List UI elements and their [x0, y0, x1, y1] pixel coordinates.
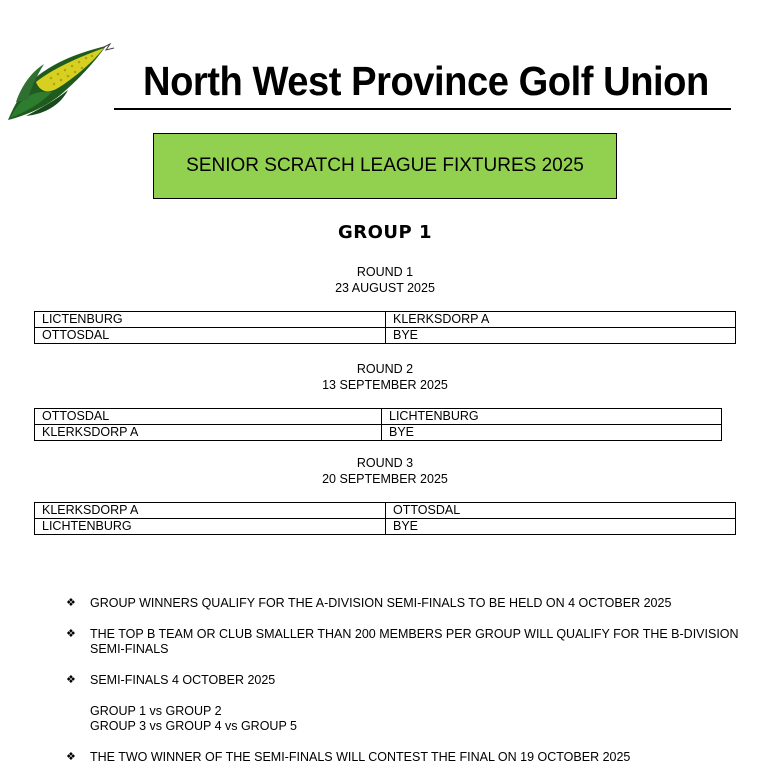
page-title: North West Province Golf Union [143, 58, 709, 104]
round-3-fixtures-table [34, 502, 736, 535]
table-row [35, 503, 736, 519]
round-1-fixtures-table [34, 311, 736, 344]
table-row [35, 409, 722, 425]
home-team: LICHTENBURG [35, 519, 386, 535]
away-team: LICHTENBURG [382, 409, 722, 425]
round-label: ROUND 3 [356, 456, 414, 470]
corn-cob-icon [6, 42, 116, 122]
diamond-bullet-icon: ❖ [66, 751, 76, 763]
diamond-bullet-icon: ❖ [66, 597, 76, 609]
round-label: ROUND 1 [356, 265, 414, 279]
home-team: OTTOSDAL [35, 328, 386, 344]
matchup-text: GROUP 1 vs GROUP 2 [90, 704, 222, 718]
diamond-bullet-icon: ❖ [66, 674, 76, 686]
note-text: GROUP WINNERS QUALIFY FOR THE A-DIVISION SEMI-FINALS TO BE HELD ON 4 OCTOBER 2025 [90, 596, 672, 610]
round-2-fixtures-table [34, 408, 722, 441]
round-date: 23 AUGUST 2025 [335, 281, 435, 295]
table-row [35, 425, 722, 441]
table-row [35, 328, 736, 344]
home-team: KLERKSDORP A [35, 425, 382, 441]
round-3-header [0, 455, 759, 487]
away-team: BYE [386, 519, 736, 535]
table-row [35, 519, 736, 535]
round-2-header [0, 361, 759, 393]
away-team: KLERKSDORP A [386, 312, 736, 328]
note-text: SEMI-FINALS 4 OCTOBER 2025 [90, 673, 276, 687]
fixtures-banner [153, 133, 617, 199]
title-underline [114, 108, 731, 110]
round-label: ROUND 2 [356, 362, 414, 376]
away-team: BYE [382, 425, 722, 441]
group-title: GROUP 1 [337, 222, 433, 243]
away-team: OTTOSDAL [386, 503, 736, 519]
round-date: 13 SEPTEMBER 2025 [322, 378, 448, 392]
home-team: LICTENBURG [35, 312, 386, 328]
round-1-header [0, 264, 759, 296]
home-team: KLERKSDORP A [35, 503, 386, 519]
round-date: 20 SEPTEMBER 2025 [322, 472, 448, 486]
table-row [35, 312, 736, 328]
matchup-text: GROUP 3 vs GROUP 4 vs GROUP 5 [90, 719, 298, 733]
home-team: OTTOSDAL [35, 409, 382, 425]
diamond-bullet-icon: ❖ [66, 628, 76, 640]
note-text: THE TOP B TEAM OR CLUB SMALLER THAN 200 MEMBERS PER GROUP WILL QUALIFY FOR THE B-DIVISION SEMI-FINALS [90, 627, 739, 656]
away-team: BYE [386, 328, 736, 344]
note-text: THE TWO WINNER OF THE SEMI-FINALS WILL CONTEST THE FINAL ON 19 OCTOBER 2025 [90, 750, 631, 764]
banner-text: SENIOR SCRATCH LEAGUE FIXTURES 2025 [186, 155, 584, 176]
